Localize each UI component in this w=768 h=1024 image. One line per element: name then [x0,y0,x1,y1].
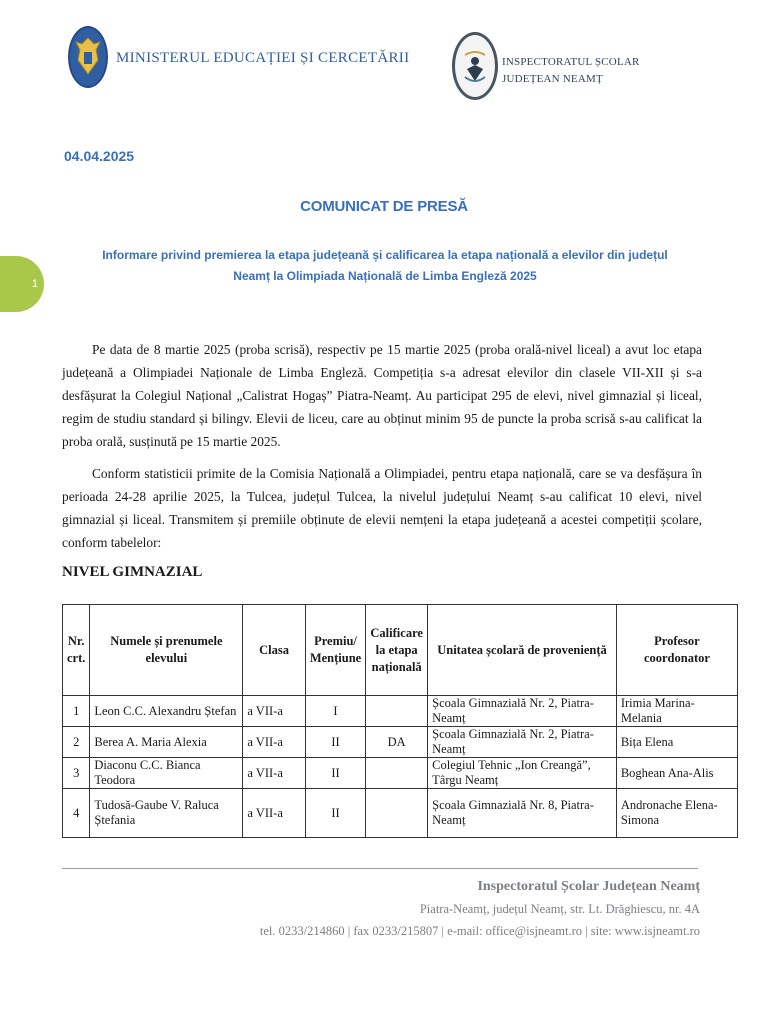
paragraph-2: Conform statisticii primite de la Comisia Națională a Olimpiadei, pentru etapa națională, care se va desfășura în perioada 24-28 aprilie 2025, la Tulcea, județul Tulcea, la nivelul județului Neamț s-au calificat 10 elevi, nivel gimnazial și liceal. Transmitem și premiile obținute de elevii nemțeni la etapa județeană a acestei competiții școlare, conform tabelelor: [62,466,702,550]
footer-address: Piatra-Neamț, județul Neamț, str. Lt. Drăghiescu, nr. 4A [419,902,700,916]
cell-qualification [366,789,428,838]
header-class: Clasa [243,605,305,696]
isj-name [502,54,640,88]
cell-class: a VII-a [243,789,305,838]
header-school: Unitatea școlară de proveniență [428,605,617,696]
cell-class: a VII-a [243,696,305,727]
cell-award: II [305,789,365,838]
isj-name-line1: INSPECTORATUL ȘCOLAR [502,56,640,68]
header-qualification: Calificare la etapa națională [366,605,428,696]
header-name: Numele și prenumele elevului [90,605,243,696]
table-row [63,789,738,838]
document-date: 04.04.2025 [64,148,135,164]
cell-qualification [366,696,428,727]
paragraph-1: Pe data de 8 martie 2025 (proba scrisă), respectiv pe 15 martie 2025 (proba orală-nivel liceal) a avut loc etapa județeană a Olimpiadei Naționale de Limba Engleză. Competiția s-a adresat elevilor din clasele VII-XII și s-a desfășurat la Colegiul Național „Calistrat Hogaș” Piatra-Neamț. Au participat 295 de elevi, nivel gimnazial și liceal, regim de studiu standard și bilingv. Elevii de liceu, care au obținut minim 95 de puncte la proba scrisă s-au calificat la proba orală, susținută pe 15 martie 2025. [62,342,702,449]
cell-qualification: DA [366,727,428,758]
cell-award: I [305,696,365,727]
document-subtitle: Informare privind premierea la etapa județeană și calificarea la etapa națională a elevilor din județul Neamț la Olimpiada Națională de Limba Engleză 2025 [102,248,668,283]
ministry-name: MINISTERUL EDUCAȚIEI ȘI CERCETĂRII [116,50,410,66]
cell-qualification [366,758,428,789]
header-nr: Nr. crt. [63,605,90,696]
cell-name: Diaconu C.C. Bianca Teodora [90,758,243,789]
header-teacher: Profesor coordonator [616,605,737,696]
table-header-row [63,605,738,696]
footer [260,876,700,942]
cell-teacher: Boghean Ana-Alis [616,758,737,789]
table-row [63,727,738,758]
cell-school: Școala Gimnazială Nr. 2, Piatra-Neamț [428,696,617,727]
isj-name-line2: JUDEȚEAN NEAMȚ [502,73,603,85]
table-row [63,758,738,789]
cell-nr: 2 [63,727,90,758]
cell-award: II [305,758,365,789]
cell-award: II [305,727,365,758]
romania-coat-of-arms-icon [68,26,108,88]
header-award: Premiu/ Mențiune [305,605,365,696]
cell-name: Leon C.C. Alexandru Ștefan [90,696,243,727]
cell-teacher: Andronache Elena-Simona [616,789,737,838]
results-table [62,604,738,838]
cell-class: a VII-a [243,727,305,758]
cell-class: a VII-a [243,758,305,789]
cell-name: Tudosă-Gaube V. Raluca Ștefania [90,789,243,838]
isj-logo-icon [452,32,498,100]
cell-name: Berea A. Maria Alexia [90,727,243,758]
section-title: NIVEL GIMNAZIAL [62,564,203,580]
document-title: COMUNICAT DE PRESĂ [300,198,468,215]
cell-school: Școala Gimnazială Nr. 2, Piatra-Neamț [428,727,617,758]
page-number-marker: 1 [0,256,44,312]
cell-teacher: Irimia Marina-Melania [616,696,737,727]
cell-nr: 4 [63,789,90,838]
table-row [63,696,738,727]
cell-school: Școala Gimnazială Nr. 8, Piatra-Neamț [428,789,617,838]
cell-teacher: Bița Elena [616,727,737,758]
footer-divider [62,868,698,869]
cell-nr: 3 [63,758,90,789]
cell-school: Colegiul Tehnic „Ion Creangă”, Târgu Neamț [428,758,617,789]
footer-org: Inspectoratul Școlar Județean Neamț [477,879,700,894]
cell-nr: 1 [63,696,90,727]
footer-contact: tel. 0233/214860 | fax 0233/215807 | e-mail: office@isjneamt.ro | site: www.isjneamt.ro [259,924,700,938]
